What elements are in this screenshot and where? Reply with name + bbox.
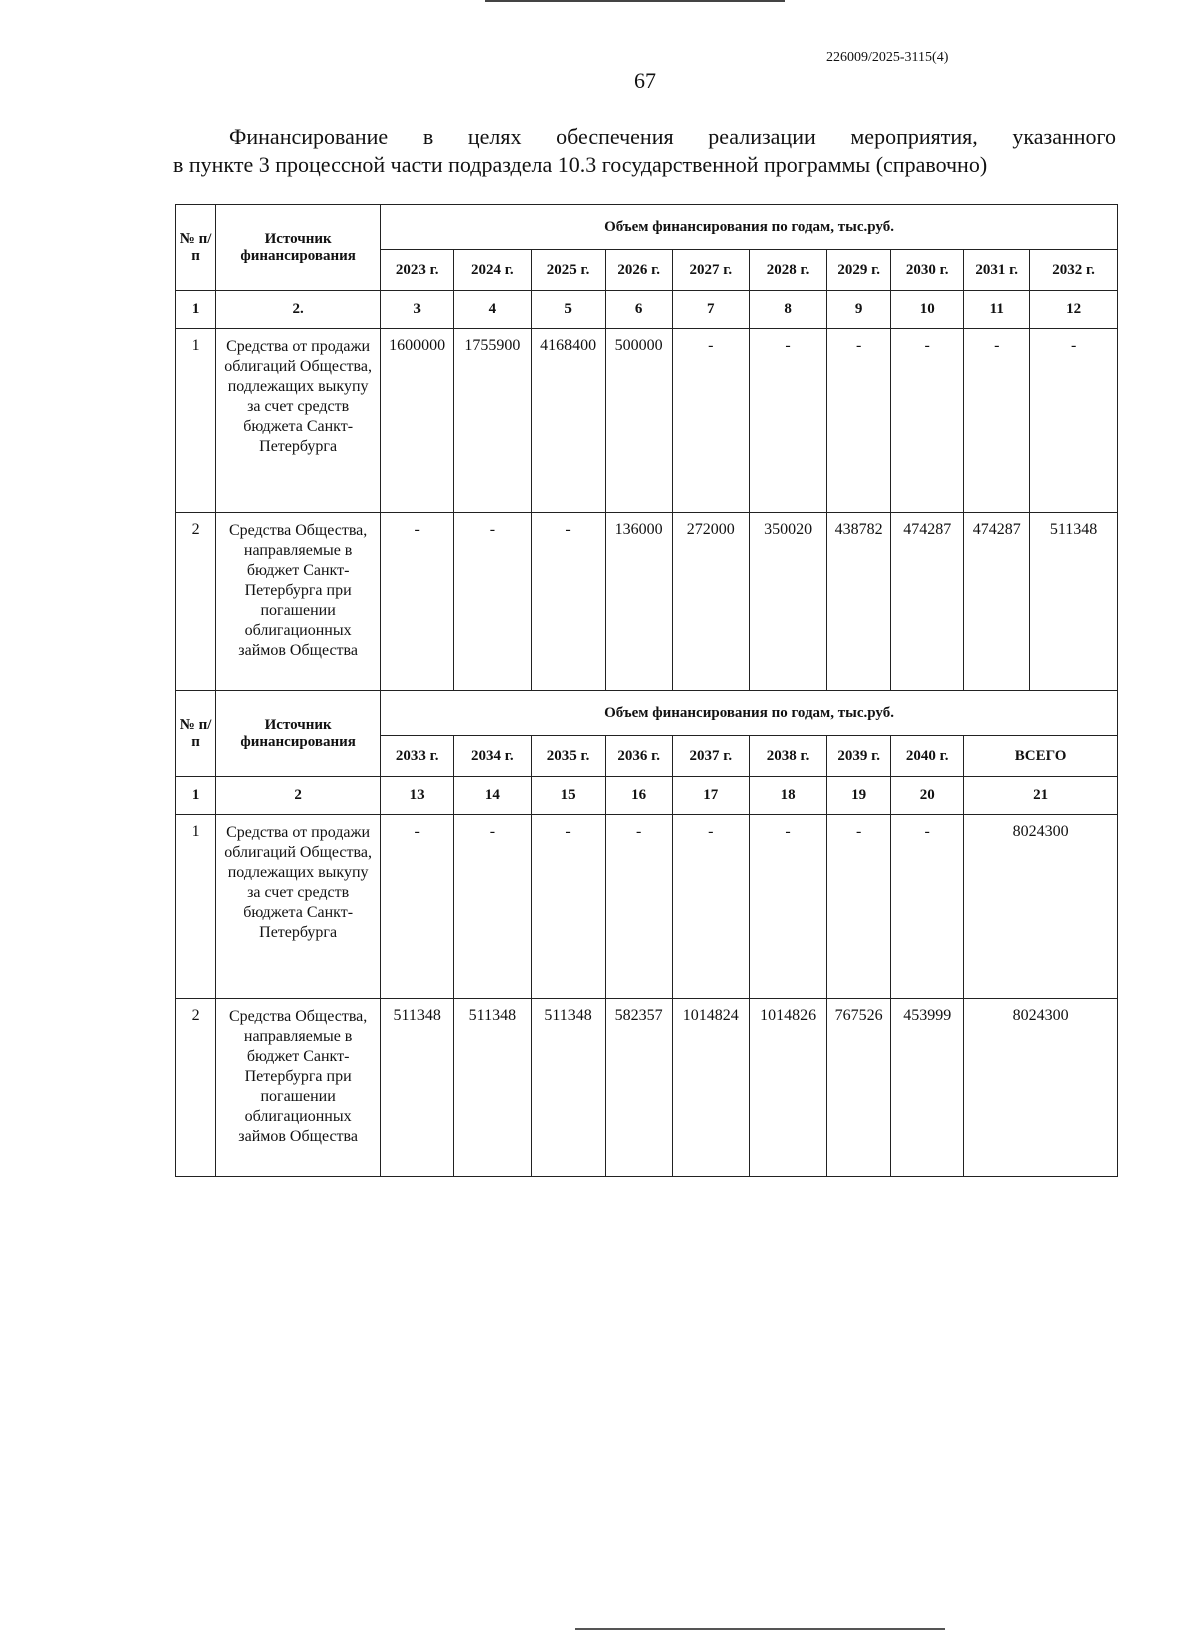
value-cell: 1014824 [672, 999, 749, 1177]
value-cell: - [827, 329, 891, 513]
value-cell: 350020 [749, 513, 826, 691]
year-header: 2034 г. [454, 736, 531, 777]
value-cell: - [672, 329, 749, 513]
source-cell: Средства Общества, направляемые в бюджет Санкт-Петербурга при погашении облигационных займов Общества [216, 513, 381, 691]
value-cell: 767526 [827, 999, 891, 1177]
value-cell: - [531, 815, 605, 999]
column-number: 2. [216, 291, 381, 329]
row-number: 2 [176, 999, 216, 1177]
document-title [173, 123, 1116, 179]
source-cell: Средства от продажи облигаций Общества, подлежащих выкупу за счет средств бюджета Санкт-Петербурга [216, 329, 381, 513]
header-source: Источник финансирования [216, 691, 381, 777]
document-id: 226009/2025-3115(4) [826, 50, 949, 65]
value-cell: 474287 [891, 513, 964, 691]
value-cell: 500000 [605, 329, 672, 513]
year-header: 2035 г. [531, 736, 605, 777]
year-header: 2033 г. [381, 736, 454, 777]
year-header: 2030 г. [891, 250, 964, 291]
column-number: 1 [176, 291, 216, 329]
scan-top-edge [485, 0, 785, 2]
column-number: 2 [216, 777, 381, 815]
value-cell: - [964, 329, 1030, 513]
year-header: 2023 г. [381, 250, 454, 291]
scan-bottom-edge [575, 1628, 945, 1630]
value-cell: 272000 [672, 513, 749, 691]
column-number: 10 [891, 291, 964, 329]
table-row [176, 815, 1118, 999]
value-cell: - [531, 513, 605, 691]
header-source: Источник финансирования [216, 205, 381, 291]
value-cell: - [381, 815, 454, 999]
row-number: 1 [176, 815, 216, 999]
value-cell: - [381, 513, 454, 691]
value-cell: 1014826 [749, 999, 826, 1177]
financing-table [175, 204, 1118, 1177]
header-no: № п/п [176, 691, 216, 777]
page-number: 67 [634, 68, 656, 93]
part2-column-numbers-row [176, 777, 1118, 815]
column-number: 7 [672, 291, 749, 329]
column-number: 6 [605, 291, 672, 329]
row-number: 2 [176, 513, 216, 691]
title-line-1: Финансирование в целях обеспечения реализации мероприятия, указанного [229, 124, 1116, 149]
total-cell: 8024300 [964, 815, 1118, 999]
column-number: 12 [1030, 291, 1118, 329]
column-number: 8 [749, 291, 826, 329]
value-cell: 453999 [891, 999, 964, 1177]
year-header: 2032 г. [1030, 250, 1118, 291]
title-line-2: в пункте 3 процессной части подраздела 10.3 государственной программы (справочно) [173, 152, 988, 177]
column-number: 16 [605, 777, 672, 815]
source-cell: Средства от продажи облигаций Общества, подлежащих выкупу за счет средств бюджета Санкт-Петербурга [216, 815, 381, 999]
year-header: 2031 г. [964, 250, 1030, 291]
value-cell: - [749, 329, 826, 513]
value-cell: - [891, 329, 964, 513]
header-no: № п/п [176, 205, 216, 291]
value-cell: 511348 [381, 999, 454, 1177]
year-header: 2027 г. [672, 250, 749, 291]
part1-column-numbers-row [176, 291, 1118, 329]
table-row [176, 329, 1118, 513]
row-number: 1 [176, 329, 216, 513]
value-cell: 1600000 [381, 329, 454, 513]
value-cell: 582357 [605, 999, 672, 1177]
header-span: Объем финансирования по годам, тыс.руб. [381, 691, 1118, 736]
column-number: 21 [964, 777, 1118, 815]
value-cell: - [1030, 329, 1118, 513]
value-cell: 136000 [605, 513, 672, 691]
header-span: Объем финансирования по годам, тыс.руб. [381, 205, 1118, 250]
year-header: 2040 г. [891, 736, 964, 777]
year-header: 2025 г. [531, 250, 605, 291]
column-number: 4 [454, 291, 531, 329]
column-number: 14 [454, 777, 531, 815]
value-cell: - [605, 815, 672, 999]
value-cell: 511348 [454, 999, 531, 1177]
value-cell: - [891, 815, 964, 999]
year-header: 2024 г. [454, 250, 531, 291]
value-cell: - [454, 513, 531, 691]
value-cell: 511348 [1030, 513, 1118, 691]
column-number: 15 [531, 777, 605, 815]
value-cell: 1755900 [454, 329, 531, 513]
year-header: 2028 г. [749, 250, 826, 291]
total-header: ВСЕГО [964, 736, 1118, 777]
value-cell: - [672, 815, 749, 999]
year-header: 2029 г. [827, 250, 891, 291]
part1-header-row [176, 205, 1118, 250]
column-number: 1 [176, 777, 216, 815]
column-number: 11 [964, 291, 1030, 329]
year-header: 2039 г. [827, 736, 891, 777]
table-row [176, 513, 1118, 691]
column-number: 5 [531, 291, 605, 329]
value-cell: - [749, 815, 826, 999]
year-header: 2026 г. [605, 250, 672, 291]
value-cell: 4168400 [531, 329, 605, 513]
year-header: 2037 г. [672, 736, 749, 777]
year-header: 2038 г. [749, 736, 826, 777]
year-header: 2036 г. [605, 736, 672, 777]
column-number: 20 [891, 777, 964, 815]
source-cell: Средства Общества, направляемые в бюджет Санкт-Петербурга при погашении облигационных займов Общества [216, 999, 381, 1177]
value-cell: 438782 [827, 513, 891, 691]
column-number: 9 [827, 291, 891, 329]
column-number: 17 [672, 777, 749, 815]
value-cell: 511348 [531, 999, 605, 1177]
value-cell: - [827, 815, 891, 999]
value-cell: - [454, 815, 531, 999]
table-row [176, 999, 1118, 1177]
part2-header-row [176, 691, 1118, 736]
column-number: 19 [827, 777, 891, 815]
column-number: 13 [381, 777, 454, 815]
value-cell: 474287 [964, 513, 1030, 691]
column-number: 3 [381, 291, 454, 329]
total-cell: 8024300 [964, 999, 1118, 1177]
column-number: 18 [749, 777, 826, 815]
